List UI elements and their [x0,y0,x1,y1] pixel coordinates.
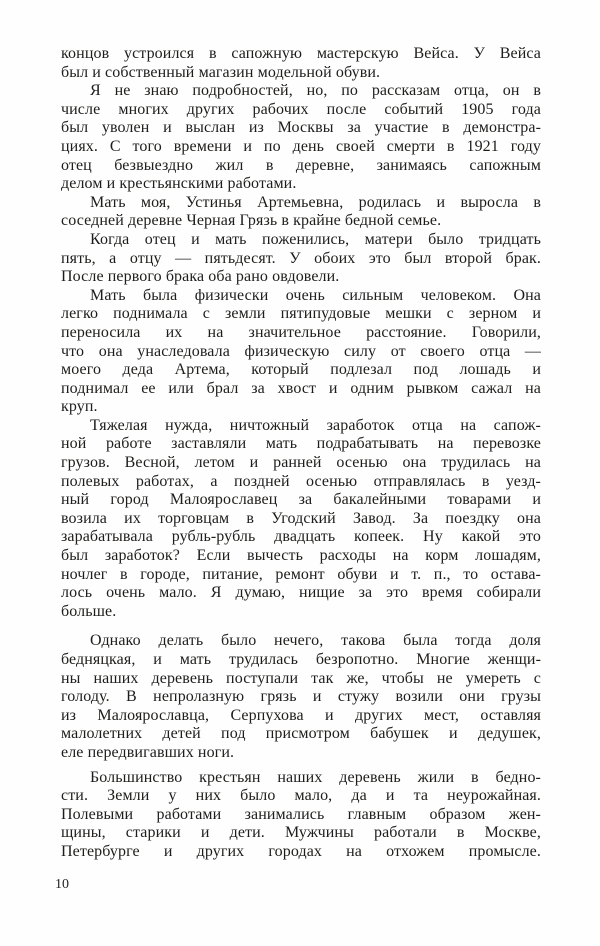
text-line: малолетних детей под присмотром бабушек и дедушек, [61,725,541,743]
text-line: Мать моя, Устинья Артемьевна, родилась и выросла в [90,193,541,211]
text-line: После первого брака оба рано овдовели. [61,268,340,286]
text-line: легко поднимала с земли пятипудовые мешки с зерном и [61,305,541,323]
text-block [61,45,541,862]
text-line: поднимал ее или брал за хвост и одним рывком сажал на [61,379,541,397]
page-number: 10 [55,876,69,892]
text-line: грузов. Весной, летом и ранней осенью она трудилась на [61,454,541,472]
text-line: соседней деревне Черная Грязь в крайне бедной семье. [61,212,442,230]
text-line: пять, а отцу — пятьдесят. У обоих это был второй брак. [61,249,541,267]
text-line: был уволен и выслан из Москвы за участие в демонстра- [61,119,541,137]
paragraph [61,231,541,287]
text-line: циях. С того времени и по день своей смерти в 1921 году [61,137,541,155]
text-line: был заработок? Если вычесть расходы на корм лошадям, [61,547,541,565]
text-line: бедняцкая, и мать трудилась безропотно. Многие женщи- [61,651,541,668]
text-line: ной работе заставляли мать подрабатывать на перевозке [61,435,541,453]
text-line: что она унаследовала физическую силу от своего отца — [61,342,541,360]
text-line: из Малоярославца, Серпухова и других мест, оставляя [61,706,541,724]
text-line: ны наших деревень поступали так же, чтобы не умереть с [61,669,541,687]
text-line: сти. Земли у них было мало, да и та неурожайная. [61,787,541,805]
text-line: зарабатывала рубль-рубль двадцать копеек. Ну какой это [61,528,541,546]
text-line: Мать была физически очень сильным человеком. Она [90,286,541,304]
text-line: ночлег в городе, питание, ремонт обуви и т. п., то остава- [61,565,541,583]
text-line: был и собственный магазин модельной обуви. [61,63,381,81]
text-line: лось очень мало. Я думаю, нищие за это время собирали [61,584,541,602]
text-line: Большинство крестьян наших деревень жили в бедно- [90,768,541,786]
text-line: переносила их на значительное расстояние. Говорили, [61,323,541,341]
text-line: голоду. В непролазную грязь и стужу возили они грузы [61,688,541,706]
text-line: делом и крестьянскими работами. [61,175,297,193]
paragraph [61,194,541,231]
text-line: возила их торговцам в Угодский Завод. За поездку она [61,509,541,527]
text-line: еле передвигавших ноги. [61,743,235,761]
text-line: Когда отец и мать поженились, матери было тридцать [90,230,541,248]
text-line: отец безвыездно жил в деревне, занимаясь сапожным [61,156,541,174]
text-line: круп. [61,398,98,416]
text-line: Однако делать было нечего, такова была тогда доля [90,632,541,650]
text-line: моего деда Артема, который подлезал под лошадь и [61,361,541,379]
text-line: щины, старики и дети. Мужчины работали в Москве, [61,824,541,842]
text-line: концов устроился в сапожную мастерскую Вейса. У Вейса [61,45,541,62]
text-line: числе многих других рабочих после событий 1905 года [61,100,541,118]
text-line: ный город Малоярославец за бакалейными товарами и [61,491,541,509]
text-line: больше. [61,602,117,620]
text-line: Петербурге и других городах на отхожем промысле. [61,842,541,860]
text-line: Я не знаю подробностей, но, по рассказам отца, он в [90,82,541,100]
paragraph [61,632,541,762]
paragraph [61,417,541,622]
paragraph [61,769,541,862]
paragraph [61,287,541,417]
paragraph [61,45,541,82]
text-line: Полевыми работами занимались главным образом жен- [61,805,541,823]
text-line: полевых работах, а поздней осенью отправлялась в уезд- [61,472,541,490]
paragraph [61,82,541,194]
text-line: Тяжелая нужда, ничтожный заработок отца на сапож- [90,416,541,434]
